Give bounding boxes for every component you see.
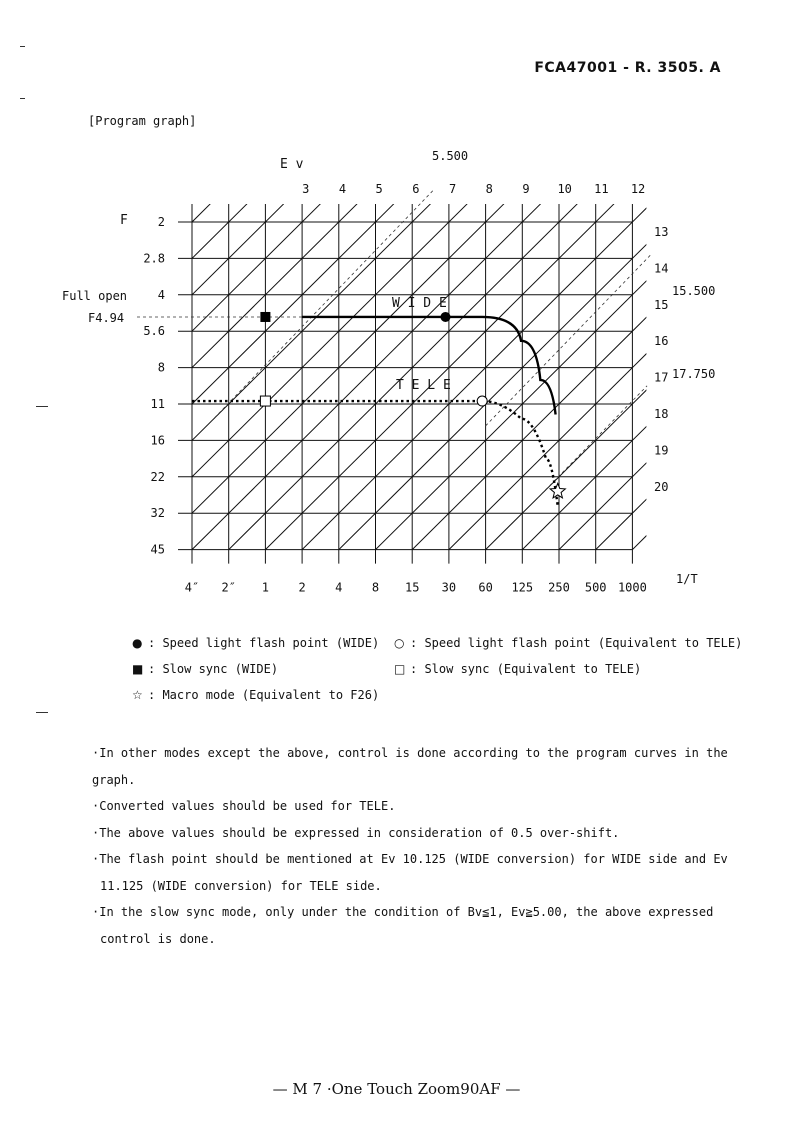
ev-diagonal [0, 204, 284, 550]
ev-diagonal [302, 204, 651, 550]
legend-item [132, 662, 278, 676]
note-line: ·Converted values should be used for TELE. [92, 799, 396, 813]
slow-sync-wide-marker [260, 312, 270, 322]
slow-sync-tele-marker [260, 396, 270, 406]
ev-diagonal [0, 204, 247, 550]
legend-label: : Speed light flash point (Equivalent to TELE) [410, 636, 743, 650]
filled-circle-icon: ● [132, 636, 143, 650]
t-axis-label: 1/T [676, 572, 698, 586]
f-tick-label: 11 [150, 397, 165, 411]
open-square-icon: □ [394, 662, 406, 676]
f-tick-label: 8 [157, 360, 165, 375]
ev-tick-label: 18 [654, 407, 669, 421]
t-tick-label: 125 [511, 580, 534, 595]
open-circle-icon: ○ [394, 636, 405, 650]
legend-label: : Slow sync (Equivalent to TELE) [410, 662, 642, 676]
ev-guide-lines [137, 189, 651, 498]
t-tick-label: 60 [478, 580, 493, 595]
t-tick-label: 4 [335, 580, 343, 595]
f-tick-label: 16 [150, 433, 165, 448]
t-tick-label: 1 [261, 580, 270, 595]
note-line: ·The flash point should be mentioned at Ev 10.125 (WIDE conversion) for WIDE side and Ev [92, 852, 728, 866]
f-tick-label: 32 [150, 506, 165, 521]
f-axis-label: F [120, 213, 128, 228]
ev-diagonal [192, 204, 541, 550]
flash-point-wide-marker [440, 312, 450, 322]
notes [92, 740, 732, 952]
ev-tick-label: 9 [522, 182, 530, 196]
legend-item [132, 688, 379, 702]
t-tick-label: 2″ [221, 580, 236, 595]
ev-diagonal [339, 204, 688, 550]
f-tick-label: 2 [157, 215, 165, 229]
ev-tick-label: 7 [448, 182, 457, 196]
ev-tick-label: 20 [654, 479, 669, 494]
t-tick-label: 2 [298, 580, 306, 595]
wide-curve-label: W I D E [392, 296, 447, 311]
full-open-value-label: F4.94 [88, 311, 125, 325]
note-line: graph. [92, 772, 136, 787]
f-tick-label: 22 [150, 469, 165, 484]
note-line: control is done. [100, 931, 216, 946]
ev-tick-label: 17 [654, 370, 669, 385]
ev-diagonal [45, 204, 394, 550]
note-line: ·The above values should be expressed in consideration of 0.5 over-shift. [92, 825, 620, 840]
section-title: [Program graph] [88, 114, 197, 128]
ev-diagonal [0, 204, 210, 550]
t-tick-label: 30 [441, 580, 457, 595]
chart-markers [260, 312, 565, 498]
legend-item [394, 662, 641, 676]
t-tick-label: 4″ [184, 580, 200, 595]
curve-tele [192, 401, 558, 506]
ev-marker-label: 17.750 [672, 367, 716, 381]
f-tick-label: 2.8 [143, 251, 165, 266]
ev-marker-label: 5.500 [432, 149, 469, 163]
t-tick-label: 1000 [617, 580, 647, 595]
ev-tick-label: 10 [557, 182, 572, 196]
filled-square-icon: ■ [132, 662, 144, 676]
ev-tick-label: 13 [654, 225, 669, 239]
t-tick-label: 8 [371, 580, 380, 595]
note-line: 11.125 (WIDE conversion) for TELE side. [100, 878, 382, 893]
ev-tick-label: 16 [654, 334, 669, 349]
ev-tick-label: 8 [485, 182, 493, 196]
ev-tick-label: 12 [630, 182, 646, 196]
legend-label: : Macro mode (Equivalent to F26) [148, 688, 380, 702]
ev-diagonal [486, 204, 793, 550]
macro-mode-marker [550, 483, 565, 497]
legend-item [132, 636, 379, 650]
t-tick-label: 15 [404, 580, 420, 595]
legend-label: : Speed light flash point (WIDE) [148, 636, 380, 650]
ev-diagonal [119, 204, 468, 550]
star-icon: ☆ [132, 688, 143, 702]
legend-label: : Slow sync (WIDE) [148, 662, 279, 676]
ev-tick-label: 19 [654, 443, 669, 458]
ev-tick-label: 5 [375, 182, 383, 196]
ev-tick-label: 3 [302, 182, 310, 196]
ev-marker-label: 15.500 [672, 284, 716, 298]
ev-diagonal [229, 204, 578, 550]
document-id: FCA47001 - R. 3505. A [534, 60, 721, 76]
t-tick-label: 500 [584, 580, 607, 595]
ev-tick-label: 15 [654, 297, 669, 312]
f-tick-label: 5.6 [143, 324, 165, 339]
ev-diagonal [82, 204, 431, 550]
ev-diagonal [9, 204, 358, 550]
ev-diagonal [449, 204, 793, 550]
ev-tick-label: 4 [338, 182, 347, 196]
legend-item [394, 636, 742, 650]
f-tick-label: 4 [157, 287, 165, 302]
full-open-label: Full open [62, 289, 128, 303]
tele-curve-label: T E L E [396, 378, 451, 393]
ev-axis-label: E v [280, 157, 304, 172]
f-tick-label: 45 [150, 542, 165, 557]
ev-diagonal [155, 204, 504, 550]
ev-tick-label: 14 [654, 261, 669, 276]
note-line: ·In other modes except the above, control is done according to the program curves in the [92, 746, 728, 760]
ev-guide-15500 [486, 255, 651, 426]
flash-point-tele-marker [477, 396, 487, 406]
t-tick-label: 250 [548, 580, 570, 595]
page-footer: — M 7 ·One Touch Zoom90AF — [272, 1080, 521, 1098]
ev-tick-label: 11 [594, 182, 609, 196]
note-line: ·In the slow sync mode, only under the condition of Bv≦1, Ev≧5.00, the above expressed [92, 905, 714, 919]
ev-tick-label: 6 [412, 182, 420, 196]
